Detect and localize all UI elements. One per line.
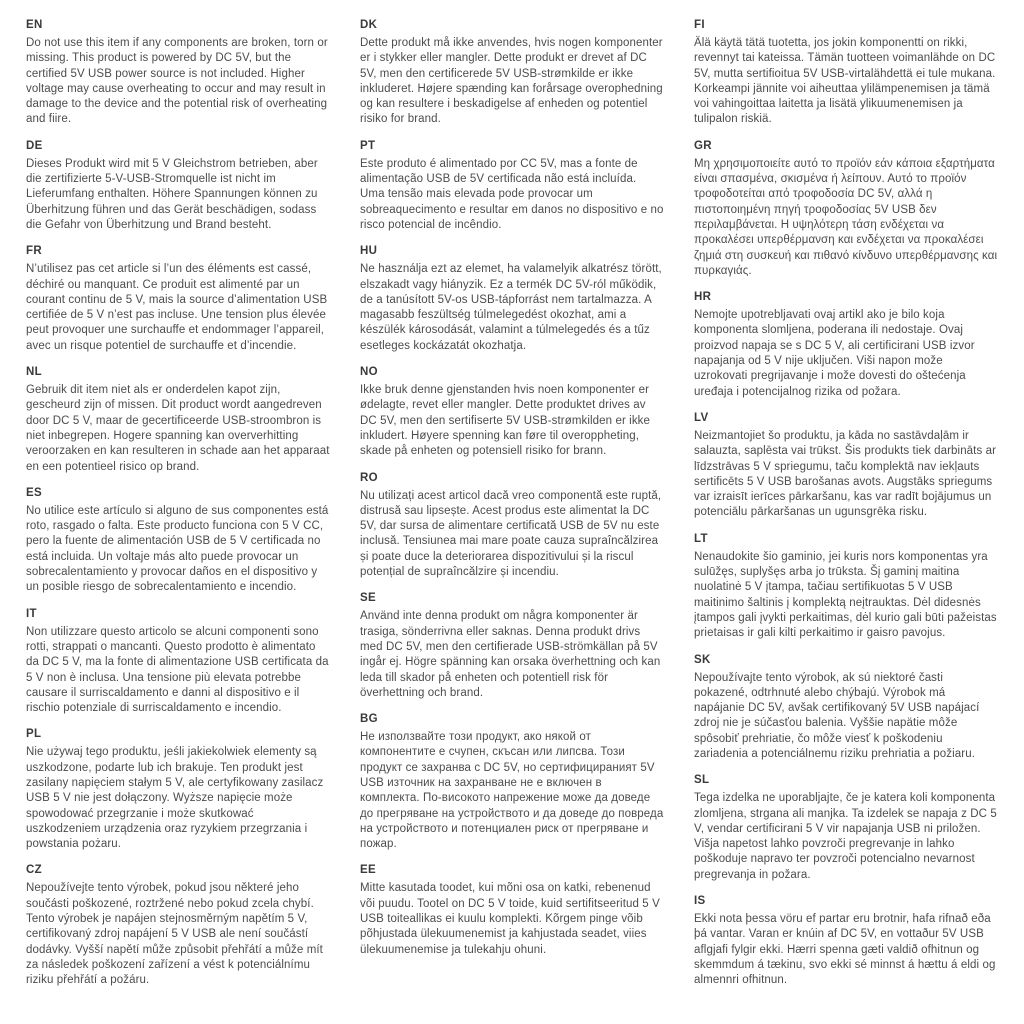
- lang-code-sl: SL: [694, 774, 710, 787]
- lang-code-ro: RO: [360, 471, 378, 484]
- lang-code-nl: NL: [26, 366, 42, 379]
- lang-code-lv: LV: [694, 411, 709, 424]
- lang-text-es: No utilice este artículo si alguno de sus componentes está roto, rasgado o falta. Este producto funciona con 5 V CC, pero la fuente de alimentación USB de 5 V certificada no está incluida. Un voltaje más alto puede provocar un sobrecalentamiento y provocar daños en el dispositivo y un posible riesgo de sobrecalentamiento e incendio.: [26, 504, 329, 594]
- section-se: [360, 591, 664, 701]
- lang-code-gr: GR: [694, 139, 712, 152]
- lang-code-de: DE: [26, 139, 43, 152]
- section-lv: [694, 411, 998, 521]
- lang-code-is: IS: [694, 895, 706, 908]
- lang-code-sk: SK: [694, 653, 711, 666]
- section-bg: [360, 712, 664, 852]
- section-lt: [694, 532, 998, 642]
- column-middle: [360, 18, 664, 969]
- section-no: [360, 365, 664, 459]
- lang-code-fi: FI: [694, 19, 705, 31]
- lang-text-en: Do not use this item if any components are broken, torn or missing. This product is powered by DC 5V, but the certified 5V USB power source is not included. Higher voltage may cause overheating to occur and may result in damage to the device and the potential risk of overheating and fiire.: [26, 37, 328, 126]
- lang-text-fr: N’utilisez pas cet article si l’un des éléments est cassé, déchiré ou manquant. Ce produit est alimenté par un courant continu de 5 V, mais la source d’alimentation USB certifiée de 5 V n’est pas incluse. Une tension plus élevée peut provoquer une surchauffe et endommager l’appareil, avec un risque potentiel de surchauffe et d’incendie.: [26, 263, 328, 352]
- lang-code-es: ES: [26, 486, 42, 499]
- column-left: [26, 18, 330, 1000]
- lang-text-cz: Nepoužívejte tento výrobek, pokud jsou některé jeho součásti poškozené, roztržené nebo pokud zcela chybí. Tento výrobek je napájen stejnosměrným napětím 5 V, certifikovaný zdroj napájení 5 V USB ale není součástí dodávky. Vyšší napětí může způsobit přehřátí a může mít za následek poškození zařízení a vést k potenciálnímu riziku přehřátí a požáru.: [26, 882, 323, 987]
- section-nl: [26, 365, 330, 475]
- section-it: [26, 607, 330, 717]
- lang-code-fr: FR: [26, 245, 42, 258]
- section-pl: [26, 727, 330, 852]
- section-de: [26, 139, 330, 233]
- section-sk: [694, 653, 998, 763]
- section-is: [694, 894, 998, 988]
- lang-code-pl: PL: [26, 728, 42, 741]
- lang-text-se: Använd inte denna produkt om några komponenter är trasiga, sönderrivna eller saknas. Denna produkt drivs med DC 5V, men den certifierade USB-strömkällan på 5V ingår ej. Högre spänning kan orsaka överhettning och kan leda till skador på enheten och potentiell risk för överhettning och brand.: [360, 610, 661, 699]
- lang-text-fi: Älä käytä tätä tuotetta, jos jokin komponentti on rikki, revennyt tai kateissa. Tämän tuotteen voimanlähde on DC 5V, mutta sertifioitua 5V USB-virtalähdettä ei tule mukana. Korkeampi jännite voi aiheuttaa ylilämpenemisen ja tämä voi vahingoittaa laitetta ja lisätä ylikuumenemisen ja tulipalon riskiä.: [694, 37, 996, 126]
- lang-text-pt: Este produto é alimentado por CC 5V, mas a fonte de alimentação USB de 5V certificada não está incluída. Uma tensão mais elevada pode provocar um sobreaquecimento e resultar em danos no dispositivo e no risco potencial de incêndio.: [360, 157, 664, 231]
- section-hr: [694, 290, 998, 400]
- lang-text-sk: Nepoužívajte tento výrobok, ak sú niektoré časti pokazené, odtrhnuté alebo chýbajú. Výrobok má napájanie DC 5V, avšak certifikovaný 5V USB napájací zdroj nie je súčasťou balenia. Vyššie napätie môže spôsobiť prehriatie, čo môže viesť k poškodeniu zariadenia a potenciálnemu riziku prehriatia a požiaru.: [694, 671, 980, 760]
- lang-text-no: Ikke bruk denne gjenstanden hvis noen komponenter er ødelagte, revet eller mangler. Dette produktet drives av DC 5V, men den sertifiserte 5V USB-strømkilden er ikke inkludert. Høyere spenning kan føre til overoppheting, skade på enheten og potensiell risiko for brann.: [360, 384, 651, 458]
- lang-text-de: Dieses Produkt wird mit 5 V Gleichstrom betrieben, aber die zertifizierte 5-V-USB-Stromquelle ist nicht im Lieferumfang enthalten. Höhere Spannungen können zu Überhitzung führen und das Gerät beschädigen, sodass die Gefahr von Überhitzung und Brand besteht.: [26, 157, 318, 231]
- lang-text-lt: Nenaudokite šio gaminio, jei kuris nors komponentas yra sulūžęs, suplyšęs arba jo trūksta. Šį gaminį maitina nuolatinė 5 V įtampa, tačiau sertifikuotas 5 V USB maitinimo šaltinis į komplektą neįtrauktas. Dėl didesnės įtampos gali įvykti perkaitimas, dėl kurio gali būti pažeistas prietaisas ir gali kilti perkaitimo ir gaisro pavojus.: [694, 550, 997, 640]
- lang-text-hr: Nemojte upotrebljavati ovaj artikl ako je bilo koja komponenta slomljena, poderana ili nedostaje. Ovaj proizvod napaja se s DC 5 V, ali certificirani USB izvor napajanja od 5 V nije uključen. Viši napon može uzrokovati pregrijavanje i može dovesti do oštećenja uređaja i potencijalnog rizika od požara.: [694, 309, 975, 398]
- lang-text-ro: Nu utilizați acest articol dacă vreo componentă este ruptă, distrusă sau lipsește. Acest produs este alimentat la DC 5V, dar sursa de alimentare certificată USB de 5V nu este inclusă. Tensiunea mai mare poate cauza supraîncălzirea și poate duce la deteriorarea dispozitivului și la riscul potențial de supraîncălzire și incendiu.: [360, 489, 662, 579]
- lang-code-hr: HR: [694, 291, 712, 304]
- section-cz: [26, 863, 330, 988]
- lang-text-bg: Не използвайте този продукт, ако някой от компонентите е счупен, скъсан или липсва. Този продукт се захранва с DC 5V, но сертифицираният 5V USB източник на захранване не е включен в комплекта. По-високото напрежение може да доведе до прегряване на устройството и да доведе до повреда на устройството и потенциален риск от прегряване и пожар.: [360, 731, 664, 851]
- section-hu: [360, 244, 664, 354]
- section-sl: [694, 773, 998, 883]
- lang-code-no: NO: [360, 366, 378, 379]
- lang-text-it: Non utilizzare questo articolo se alcuni componenti sono rotti, strappati o mancanti. Questo prodotto è alimentato da DC 5 V, ma la fonte di alimentazione USB certificata da 5 V non è inclusa. Una tensione più elevata potrebbe causare il surriscaldamento e danni al dispositivo e il rischio potenziale di surriscaldamento e incendio.: [26, 625, 329, 715]
- lang-text-ee: Mitte kasutada toodet, kui mõni osa on katki, rebenenud või puudu. Tootel on DC 5 V toide, kuid sertifitseeritud 5 V USB toiteallikas ei kuulu komplekti. Kõrgem pinge võib põhjustada ülekuumenemist ja kahjustada seadet, viies ülekuumenemise ja tulekahju ohuni.: [360, 882, 660, 956]
- lang-text-pl: Nie używaj tego produktu, jeśli jakiekolwiek elementy są uszkodzone, podarte lub ich brakuje. Ten produkt jest zasilany napięciem stałym 5 V, ale certyfikowany zasilacz USB 5 V nie jest dołączony. Wyższe napięcie może spowodować przegrzanie i może skutkować uszkodzeniem urządzenia oraz ryzykiem przegrzania i powstania pożaru.: [26, 746, 324, 851]
- lang-text-lv: Neizmantojiet šo produktu, ja kāda no sastāvdaļām ir salauzta, saplēsta vai trūkst. Šis produkts tiek darbināts ar līdzstrāvas 5 V spriegumu, taču komplektā nav iekļauts sertificēts 5 V USB barošanas avots. Augstāks spriegums var izraisīt ierīces pārkaršanu, kas var radīt bojājumus un potenciālu pārkaršanas un ugunsgrēka risku.: [694, 429, 997, 519]
- section-en: [26, 18, 330, 128]
- lang-text-hu: Ne használja ezt az elemet, ha valamelyik alkatrész törött, elszakadt vagy hiányzik. Ez a termék DC 5V-ról működik, de a tanúsított 5V-os USB-tápforrást nem tartalmazza. A magasabb feszültség túlmelegedést okozhat, ami a készülék károsodását, valamint a túlmelegedés és a tűz esetleges kockázatát okozhatja.: [360, 263, 662, 352]
- section-fr: [26, 244, 330, 354]
- lang-code-se: SE: [360, 592, 376, 605]
- lang-code-pt: PT: [360, 139, 376, 152]
- lang-text-is: Ekki nota þessa vöru ef partar eru brotnir, hafa rifnað eða þá vantar. Varan er knúin af DC 5V, en vottaður 5V USB aflgjafi fylgir ekki. Hærri spenna gæti valdið ofhitnun og skemmdum á tækinu, svo ekki sé minnst á hættu á eldi og almennri ofhitnun.: [694, 913, 996, 987]
- lang-code-en: EN: [26, 19, 43, 31]
- lang-code-bg: BG: [360, 713, 378, 726]
- section-es: [26, 486, 330, 596]
- section-pt: [360, 139, 664, 233]
- section-ee: [360, 863, 664, 957]
- lang-code-dk: DK: [360, 19, 378, 31]
- lang-text-nl: Gebruik dit item niet als er onderdelen kapot zijn, gescheurd zijn of missen. Dit product wordt aangedreven door DC 5 V, maar de gecertificeerde USB-stroombron is niet inbegrepen. Hogere spanning kan oververhitting veroorzaken en kan resulteren in schade aan het apparaat en een potentieel risico op brand.: [26, 384, 330, 473]
- lang-code-lt: LT: [694, 532, 708, 545]
- section-gr: [694, 139, 998, 279]
- column-right: [694, 18, 998, 1000]
- lang-text-gr: Μη χρησιμοποιείτε αυτό το προϊόν εάν κάποια εξαρτήματα είναι σπασμένα, σκισμένα ή λείπουν. Αυτό το προϊόν τροφοδοτείται από τροφοδοσία DC 5V, αλλά η πιστοποιημένη πηγή τροφοδοσίας 5V USB δεν περιλαμβάνεται. Η υψηλότερη τάση ενδέχεται να προκαλέσει υπερθέρμανση και ενδέχεται να προκαλέσει ζημιά στη συσκευή και πιθανό κίνδυνο υπερθέρμανσης και πυρκαγιάς.: [694, 157, 998, 277]
- lang-code-cz: CZ: [26, 864, 42, 877]
- lang-text-sl: Tega izdelka ne uporabljajte, če je katera koli komponenta zlomljena, strgana ali manjka. Ta izdelek se napaja z DC 5 V, vendar certificirani 5 V vir napajanja USB ni priložen. Višja napetost lahko povzroči pregrevanje in lahko poškoduje napravo ter povzroči potencialno nevarnost pregrevanja in požara.: [694, 792, 997, 881]
- section-dk: [360, 18, 664, 128]
- lang-code-hu: HU: [360, 245, 378, 258]
- lang-code-ee: EE: [360, 864, 376, 877]
- section-fi: [694, 18, 998, 128]
- section-ro: [360, 471, 664, 581]
- lang-text-dk: Dette produkt må ikke anvendes, hvis nogen komponenter er i stykker eller mangler. Dette produkt er drevet af DC 5V, men den certificerede 5V USB-strømkilde er ikke inkluderet. Højere spænding kan forårsage overophedning og kan resultere i beskadigelse af enheden og potentiel risiko for brand.: [360, 37, 663, 126]
- lang-code-it: IT: [26, 607, 37, 620]
